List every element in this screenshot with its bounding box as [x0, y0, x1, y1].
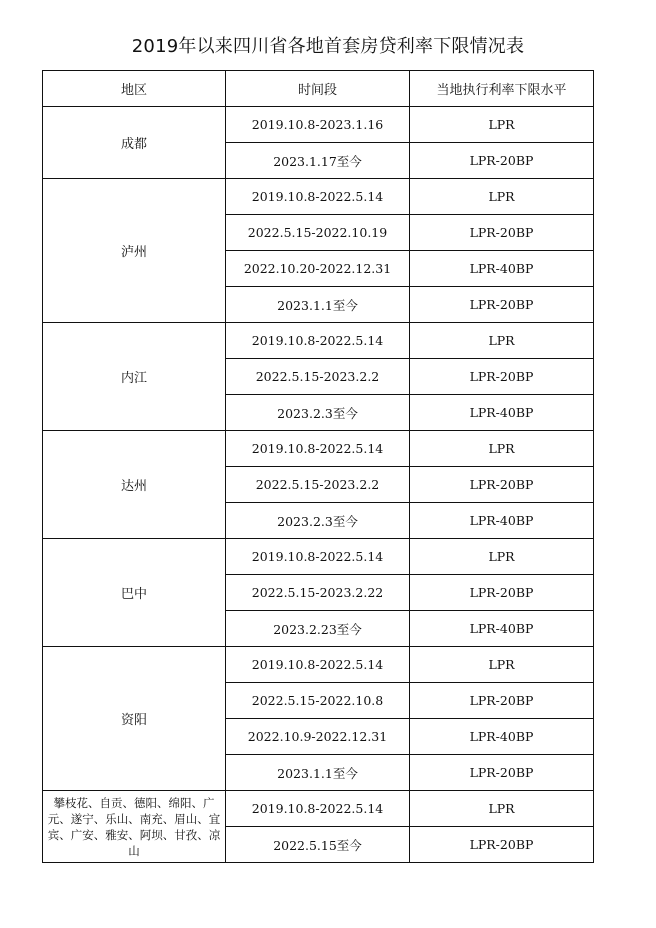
rate-cell: LPR	[410, 647, 594, 683]
rate-cell: LPR-40BP	[410, 251, 594, 287]
rate-cell: LPR-40BP	[410, 719, 594, 755]
period-cell: 2022.5.15-2022.10.19	[226, 215, 410, 251]
period-cell: 2019.10.8-2022.5.14	[226, 647, 410, 683]
period-cell: 2019.10.8-2022.5.14	[226, 791, 410, 827]
table-row	[43, 431, 594, 467]
period-cell: 2019.10.8-2022.5.14	[226, 431, 410, 467]
table-row	[43, 107, 594, 143]
period-cell: 2019.10.8-2023.1.16	[226, 107, 410, 143]
rate-cell: LPR	[410, 107, 594, 143]
period-cell: 2023.1.1至今	[226, 755, 410, 791]
rate-cell: LPR-20BP	[410, 287, 594, 323]
rate-cell: LPR-20BP	[410, 467, 594, 503]
table-header-row	[43, 71, 594, 107]
period-cell: 2022.5.15-2023.2.2	[226, 467, 410, 503]
table-row	[43, 539, 594, 575]
table-body	[43, 107, 594, 863]
region-cell: 攀枝花、自贡、德阳、绵阳、广元、遂宁、乐山、南充、眉山、宜宾、广安、雅安、阿坝、甘孜、凉山	[43, 791, 226, 863]
period-cell: 2022.5.15至今	[226, 827, 410, 863]
table-row	[43, 647, 594, 683]
period-cell: 2022.5.15-2022.10.8	[226, 683, 410, 719]
table-row	[43, 791, 594, 827]
rate-cell: LPR-20BP	[410, 755, 594, 791]
rate-table	[42, 70, 594, 863]
region-cell: 泸州	[43, 179, 226, 323]
region-cell: 达州	[43, 431, 226, 539]
period-cell: 2022.10.9-2022.12.31	[226, 719, 410, 755]
period-cell: 2023.1.1至今	[226, 287, 410, 323]
period-cell: 2022.5.15-2023.2.2	[226, 359, 410, 395]
rate-cell: LPR	[410, 323, 594, 359]
region-cell: 成都	[43, 107, 226, 179]
rate-cell: LPR-20BP	[410, 827, 594, 863]
rate-cell: LPR-20BP	[410, 575, 594, 611]
header-period: 时间段	[226, 71, 410, 107]
period-cell: 2023.2.3至今	[226, 503, 410, 539]
rate-cell: LPR-40BP	[410, 395, 594, 431]
period-cell: 2022.5.15-2023.2.22	[226, 575, 410, 611]
region-cell: 内江	[43, 323, 226, 431]
rate-cell: LPR-20BP	[410, 215, 594, 251]
region-cell: 巴中	[43, 539, 226, 647]
header-rate: 当地执行利率下限水平	[410, 71, 594, 107]
period-cell: 2023.2.3至今	[226, 395, 410, 431]
period-cell: 2019.10.8-2022.5.14	[226, 539, 410, 575]
period-cell: 2023.2.23至今	[226, 611, 410, 647]
rate-cell: LPR	[410, 431, 594, 467]
rate-cell: LPR-40BP	[410, 611, 594, 647]
rate-cell: LPR	[410, 791, 594, 827]
rate-cell: LPR-20BP	[410, 143, 594, 179]
table-row	[43, 323, 594, 359]
rate-cell: LPR-40BP	[410, 503, 594, 539]
table-row	[43, 179, 594, 215]
rate-cell: LPR-20BP	[410, 683, 594, 719]
period-cell: 2022.10.20-2022.12.31	[226, 251, 410, 287]
rate-cell: LPR	[410, 539, 594, 575]
period-cell: 2019.10.8-2022.5.14	[226, 179, 410, 215]
period-cell: 2023.1.17至今	[226, 143, 410, 179]
region-cell: 资阳	[43, 647, 226, 791]
page-title: 2019年以来四川省各地首套房贷利率下限情况表	[131, 36, 525, 57]
period-cell: 2019.10.8-2022.5.14	[226, 323, 410, 359]
header-region: 地区	[43, 71, 226, 107]
rate-cell: LPR	[410, 179, 594, 215]
rate-cell: LPR-20BP	[410, 359, 594, 395]
